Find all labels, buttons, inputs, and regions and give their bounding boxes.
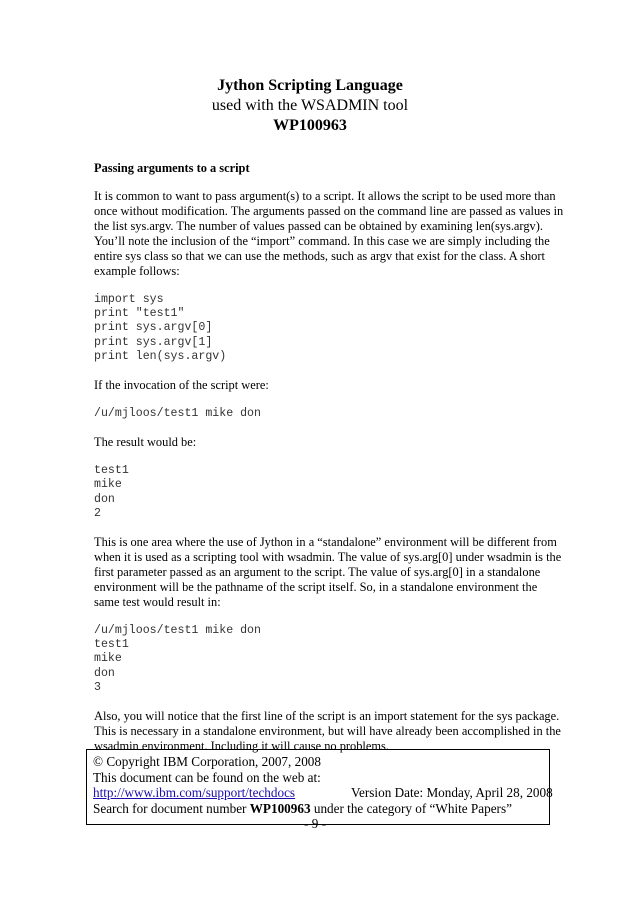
result-intro-paragraph: The result would be: [94,435,197,450]
closing-paragraph: Also, you will notice that the first line of the script is an import statement for the sys package. This is necessary in a standalone environment, but will have already been accomplished in the wsadmin environment. Including it will cause no problems. [94,709,561,754]
footer-web-note: This document can be found on the web at: [93,769,321,785]
footer-search-doc-number: WP100963 [249,800,311,816]
footer-link-row [93,785,553,801]
invocation-intro-paragraph: If the invocation of the script were: [94,378,269,393]
footer-version-date: Version Date: Monday, April 28, 2008 [351,785,553,800]
footer-search-prefix: Search for document number [93,800,250,816]
standalone-paragraph: This is one area where the use of Jython in a “standalone” environment will be different from when it is used as a scripting tool with wsadmin. The value of sys.arg[0] under wsadmin is the first parameter passed as an argument to the script. The value of sys.arg[0] in a standalone environment will be the pathname of the script itself. So, in a standalone environment the same test would result in: [94,535,562,610]
script-code-block: import sys print "test1" print sys.argv[0] print sys.argv[1] print len(sys.argv) [94,293,227,363]
intro-paragraph: It is common to want to pass argument(s) to a script. It allows the script to be used more than once without modification. The arguments passed on the command line are passed as values in the list sys.argv. The number of values passed can be obtained by examining len(sys.argv). You’ll note the inclusion of the “import” command. In this case we are simply including the entire sys class so that we can use the methods, such as argv that exist for the class. A short example follows: [94,189,564,278]
footer-search-note [93,801,549,817]
footer-search-suffix: under the category of “White Papers” [310,800,512,816]
section-heading: Passing arguments to a script [94,161,250,175]
techdocs-link[interactable]: http://www.ibm.com/support/techdocs [93,785,296,800]
standalone-result-code-block: /u/mjloos/test1 mike don test1 mike don 3 [94,624,261,694]
invocation-code-block: /u/mjloos/test1 mike don [94,407,261,421]
footer-box [86,749,553,831]
document-subtitle: used with the WSADMIN tool [211,97,409,114]
document-title: Jython Scripting Language [217,77,403,94]
result-code-block: test1 mike don 2 [94,464,129,520]
main-content [94,161,564,768]
page-number: - 9 - [304,816,326,831]
document-number: WP100963 [273,117,347,134]
footer-copyright: © Copyright IBM Corporation, 2007, 2008 [93,754,321,769]
title-block [0,76,620,136]
